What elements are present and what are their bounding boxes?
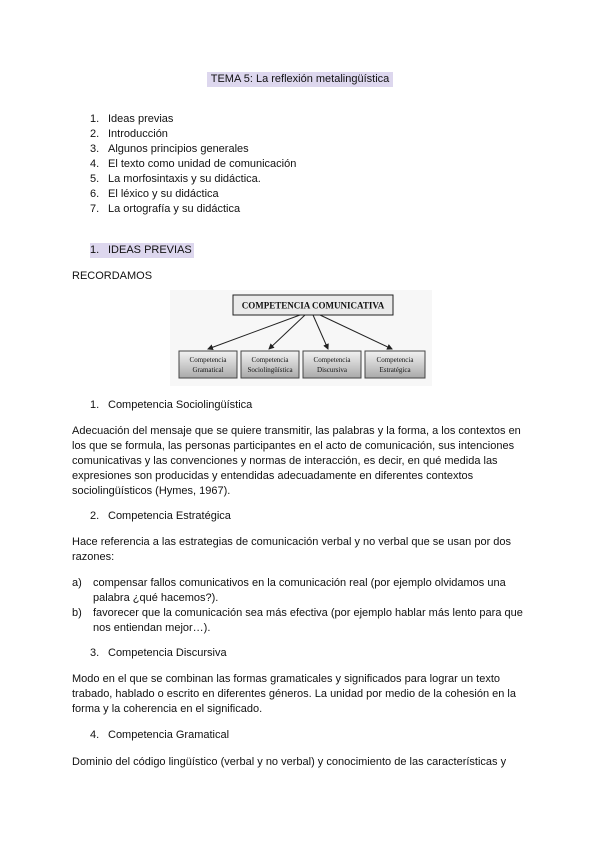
diagram-box-label: Discursiva [317, 366, 347, 374]
toc-item: 2. Introducción [90, 128, 168, 140]
diagram-box-label: Competencia [251, 356, 289, 364]
diagram-top-label: COMPETENCIA COMUNICATIVA [241, 300, 385, 311]
subheading-sociolinguistica: 1. Competencia Sociolingüística [90, 399, 253, 411]
toc-item: 7. La ortografía y su didáctica [90, 203, 241, 215]
list-item: b) favorecer que la comunicación sea más efectiva (por ejemplo hablar más lento para que nos entiendan mejor…). [72, 607, 523, 634]
paragraph-gramatical: Dominio del código lingüístico (verbal y no verbal) y conocimiento de las características y [72, 756, 507, 768]
diagram-box-label: Competencia [189, 356, 227, 364]
competencia-diagram [170, 290, 432, 386]
subheading-discursiva: 3. Competencia Discursiva [90, 647, 227, 659]
diagram-box-label: Competencia [313, 356, 351, 364]
diagram-box-label: Competencia [376, 356, 414, 364]
page-title: TEMA 5: La reflexión metalingüística [207, 72, 393, 87]
paragraph-estrategica: Hace referencia a las estrategias de comunicación verbal y no verbal que se usan por dos razones: [72, 536, 512, 563]
subheading-gramatical: 4. Competencia Gramatical [90, 729, 230, 741]
toc-item: 6. El léxico y su didáctica [90, 188, 219, 200]
paragraph-sociolinguistica: Adecuación del mensaje que se quiere transmitir, las palabras y la forma, a los contextos en los que se formula, las personas participantes en el acto de comunicación, sus intenciones comunicativas y las convenciones y normas de interacción, es decir, en qué medida las expresiones son producidas y entendidas adecuadamente en diferentes contextos sociolingüísticos (Hymes, 1967). [72, 425, 521, 497]
toc-item: 3. Algunos principios generales [90, 143, 249, 155]
toc-item: 1. Ideas previas [90, 113, 174, 125]
diagram-box-label: Estratégica [379, 366, 411, 374]
table-of-contents [90, 112, 296, 217]
diagram-box-label: Sociolingüística [247, 366, 293, 374]
list-item: a) compensar fallos comunicativos en la comunicación real (por ejemplo olvidamos una palabra ¿qué hacemos?). [72, 577, 506, 604]
recordamos-label: RECORDAMOS [72, 270, 153, 282]
toc-item: 5. La morfosintaxis y su didáctica. [90, 173, 261, 185]
subheading-estrategica: 2. Competencia Estratégica [90, 510, 231, 522]
reasons-list [72, 576, 532, 636]
section-heading-ideas-previas: 1. IDEAS PREVIAS [90, 244, 192, 256]
toc-item: 4. El texto como unidad de comunicación [90, 158, 297, 170]
paragraph-discursiva: Modo en el que se combinan las formas gramaticales y significados para lograr un texto trabado, hablado o escrito en diferentes géneros. La unidad por medio de la cohesión en la forma y la coherencia en el significado. [72, 673, 516, 715]
diagram-box-label: Gramatical [192, 366, 224, 374]
